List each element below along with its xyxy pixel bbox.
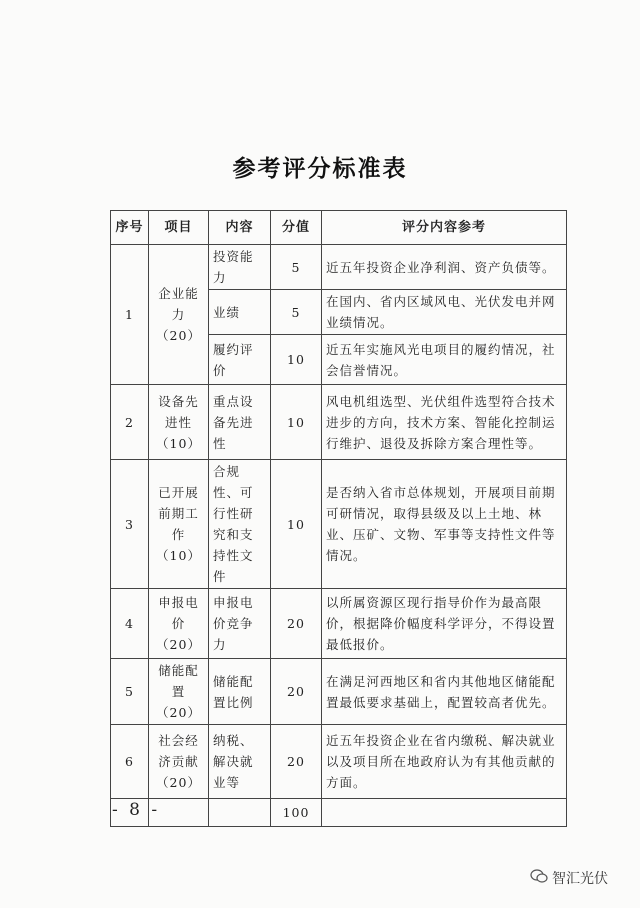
cell-empty: [322, 799, 567, 827]
cell-no: 1: [111, 245, 149, 385]
cell-item: 设备先进性（10）: [149, 385, 209, 460]
header-no: 序号: [111, 211, 149, 245]
cell-score: 20: [271, 659, 322, 725]
cell-no: 6: [111, 725, 149, 799]
cell-no: 2: [111, 385, 149, 460]
cell-item: 企业能力（20）: [149, 245, 209, 385]
cell-no: 3: [111, 460, 149, 589]
wechat-icon: [530, 868, 548, 888]
cell-score: 5: [271, 290, 322, 335]
cell-ref: 风电机组选型、光伏组件选型符合技术进步的方向，技术方案、智能化控制运行维护、退役及拆除方案合理性等。: [322, 385, 567, 460]
cell-score: 10: [271, 335, 322, 385]
cell-score: 20: [271, 589, 322, 659]
header-item: 项目: [149, 211, 209, 245]
watermark: [530, 868, 608, 888]
cell-ref: 在满足河西地区和省内其他地区储能配置最低要求基础上，配置较高者优先。: [322, 659, 567, 725]
cell-score: 10: [271, 385, 322, 460]
table-total-row: [111, 799, 567, 827]
cell-content: 合规性、可行性研究和支持性文件: [209, 460, 271, 589]
cell-no: 5: [111, 659, 149, 725]
cell-ref: 近五年实施风光电项目的履约情况，社会信誉情况。: [322, 335, 567, 385]
table-row: [111, 460, 567, 589]
cell-total-score: 100: [271, 799, 322, 827]
cell-content: 申报电价竞争力: [209, 589, 271, 659]
page-number: - 8 -: [112, 800, 161, 820]
cell-ref: 以所属资源区现行指导价作为最高限价，根据降价幅度科学评分，不得设置最低报价。: [322, 589, 567, 659]
cell-score: 20: [271, 725, 322, 799]
cell-no: 4: [111, 589, 149, 659]
cell-score: 5: [271, 245, 322, 290]
watermark-text: 智汇光伏: [552, 871, 608, 887]
table-row: [111, 385, 567, 460]
cell-item: 申报电价（20）: [149, 589, 209, 659]
cell-content: 储能配置比例: [209, 659, 271, 725]
scoring-table: [110, 210, 567, 827]
cell-ref: 在国内、省内区域风电、光伏发电并网业绩情况。: [322, 290, 567, 335]
cell-item: 储能配置（20）: [149, 659, 209, 725]
table-row: [111, 725, 567, 799]
header-ref: 评分内容参考: [322, 211, 567, 245]
cell-ref: 近五年投资企业净利润、资产负债等。: [322, 245, 567, 290]
table-header-row: [111, 211, 567, 245]
cell-empty: [209, 799, 271, 827]
cell-ref: 近五年投资企业在省内缴税、解决就业以及项目所在地政府认为有其他贡献的方面。: [322, 725, 567, 799]
cell-ref: 是否纳入省市总体规划，开展项目前期可研情况，取得县级及以上土地、林业、压矿、文物、军事等支持性文件等情况。: [322, 460, 567, 589]
cell-item: 社会经济贡献（20）: [149, 725, 209, 799]
header-score: 分值: [271, 211, 322, 245]
cell-content: 重点设备先进性: [209, 385, 271, 460]
cell-item: 已开展前期工作（10）: [149, 460, 209, 589]
table-row: [111, 245, 567, 290]
header-content: 内容: [209, 211, 271, 245]
table-row: [111, 589, 567, 659]
cell-content: 投资能力: [209, 245, 271, 290]
document-title: 参考评分标准表: [232, 156, 408, 182]
cell-score: 10: [271, 460, 322, 589]
cell-content: 纳税、解决就业等: [209, 725, 271, 799]
cell-content: 业绩: [209, 290, 271, 335]
cell-content: 履约评价: [209, 335, 271, 385]
table-row: [111, 659, 567, 725]
